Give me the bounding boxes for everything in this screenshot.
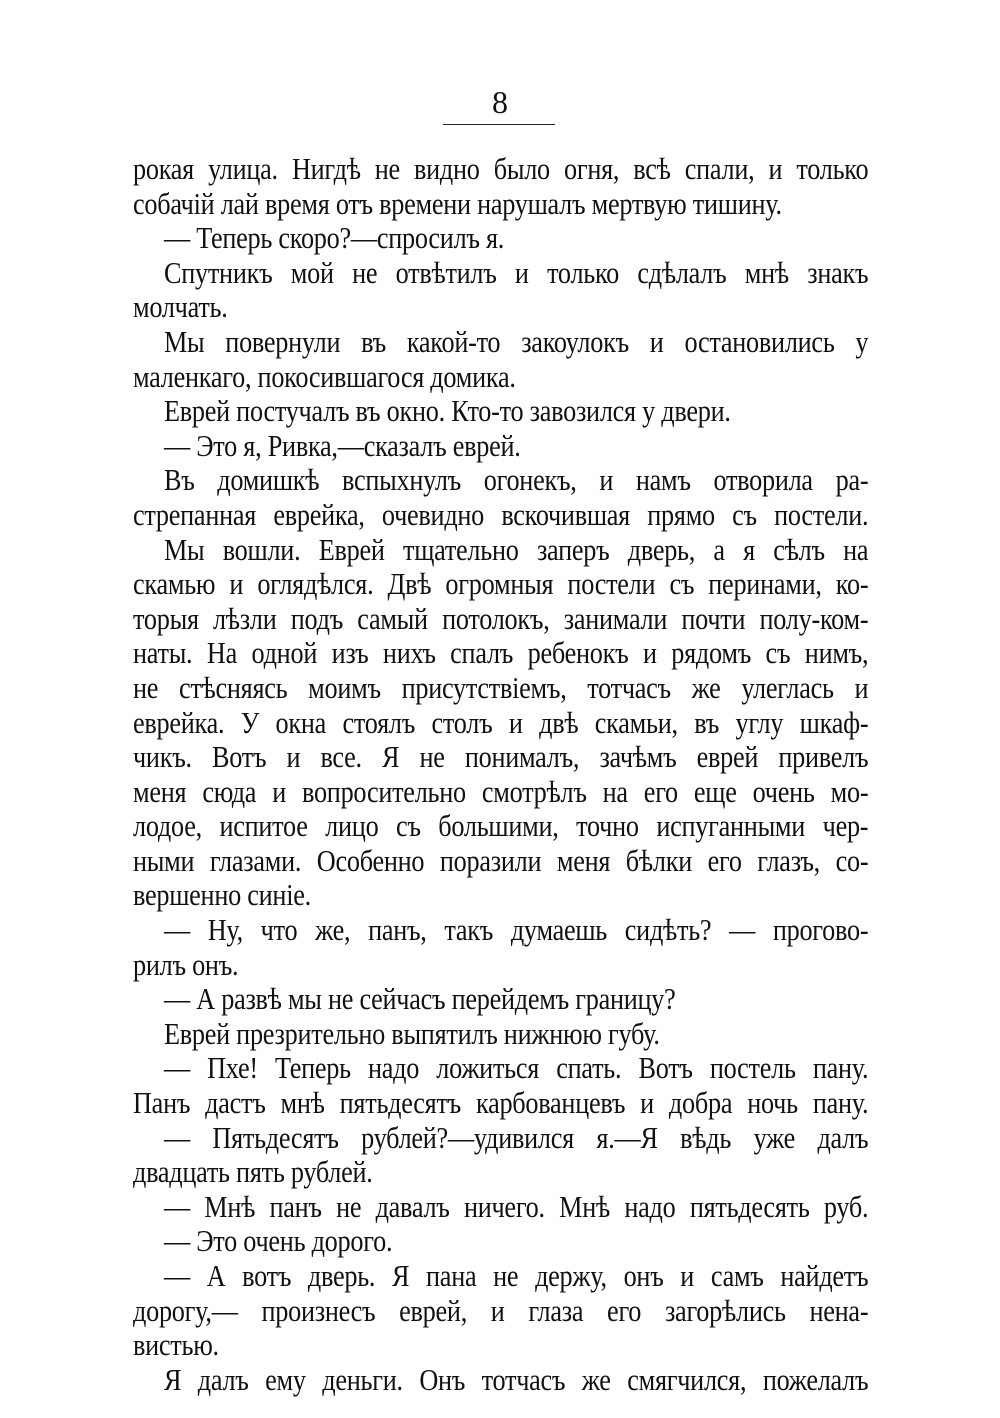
header-rule bbox=[443, 124, 555, 125]
text-line: Еврей презрительно выпятилъ нижнюю губу. bbox=[163, 1016, 660, 1051]
text-line: не стѣсняясь моимъ присутствіемъ, тотчасъ же улеглась и bbox=[133, 670, 869, 705]
text-line: Панъ дастъ мнѣ пятьдесятъ карбованцевъ и добра ночь пану. bbox=[133, 1086, 869, 1121]
text-line: вистью. bbox=[133, 1328, 219, 1363]
text-line: лодое, испитое лицо съ большими, точно испуганными чер- bbox=[133, 809, 869, 844]
text-line: молчать. bbox=[133, 290, 228, 325]
text-line: вершенно синіе. bbox=[133, 878, 311, 913]
text-line: торыя лѣзли подъ самый потолокъ, занимали почти полу-ком- bbox=[133, 601, 869, 636]
text-line: — Мнѣ панъ не давалъ ничего. Мнѣ надо пятьдесять руб. bbox=[163, 1189, 869, 1224]
text-line: Мы повернули въ какой-то закоулокъ и остановились у bbox=[163, 324, 869, 359]
text-line: Въ домишкѣ вспыхнулъ огонекъ, и намъ отворила ра- bbox=[163, 463, 869, 498]
text-line: двадцать пять рублей. bbox=[133, 1155, 373, 1190]
text-line: еврейка. У окна стоялъ столъ и двѣ скамьи, въ углу шкаф- bbox=[133, 705, 869, 740]
text-line: рилъ онъ. bbox=[133, 947, 239, 982]
text-line: Мы вошли. Еврей тщательно заперъ дверь, а я сѣлъ на bbox=[163, 532, 869, 567]
text-line: ными глазами. Особенно поразили меня бѣлки его глазъ, со- bbox=[133, 843, 869, 878]
text-line: скамью и оглядѣлся. Двѣ огромныя постели съ перинами, ко- bbox=[133, 567, 869, 602]
text-line: — Это я, Ривка,—сказалъ еврей. bbox=[163, 428, 521, 463]
text-line: — Теперь скоро?—спросилъ я. bbox=[163, 221, 505, 256]
text-line: рокая улица. Нигдѣ не видно было огня, всѣ спали, и только bbox=[133, 152, 869, 186]
text-line: Спутникъ мой не отвѣтилъ и только сдѣлалъ мнѣ знакъ bbox=[163, 255, 869, 290]
text-line: меня сюда и вопросительно смотрѣлъ на его еще очень мо- bbox=[133, 774, 869, 809]
text-line: наты. На одной изъ нихъ спалъ ребенокъ и рядомъ съ нимъ, bbox=[133, 636, 869, 671]
text-line: — А вотъ дверь. Я пана не держу, онъ и самъ найдетъ bbox=[163, 1259, 869, 1293]
text-line: чикъ. Вотъ и все. Я не понималъ, зачѣмъ еврей привелъ bbox=[133, 740, 869, 775]
text-line: собачій лай время отъ времени нарушалъ мертвую тишину. bbox=[133, 186, 782, 221]
body-text bbox=[133, 152, 869, 1397]
text-line: стрепанная еврейка, очевидно вскочившая прямо съ постели. bbox=[133, 497, 869, 532]
text-line: Еврей постучалъ въ окно. Кто-то завозился у двери. bbox=[163, 394, 731, 429]
text-line: маленкаго, покосившагося домика. bbox=[133, 359, 516, 394]
page-number: 8 bbox=[492, 84, 508, 120]
text-line: — Пхе! Теперь надо ложиться спать. Вотъ постель пану. bbox=[163, 1051, 869, 1086]
text-line: — А развѣ мы не сейчасъ перейдемъ границу? bbox=[163, 982, 676, 1017]
text-line: дорогу,— произнесъ еврей, и глаза его загорѣлись нена- bbox=[133, 1293, 869, 1328]
text-line: — Ну, что же, панъ, такъ думаешь сидѣть? — прогово- bbox=[163, 913, 869, 948]
text-line: — Это очень дорого. bbox=[163, 1224, 393, 1259]
text-line: — Пятьдесятъ рублей?—удивился я.—Я вѣдь уже далъ bbox=[163, 1120, 869, 1155]
text-line: Я далъ ему деньги. Онъ тотчасъ же смягчился, пожелалъ bbox=[163, 1362, 869, 1397]
